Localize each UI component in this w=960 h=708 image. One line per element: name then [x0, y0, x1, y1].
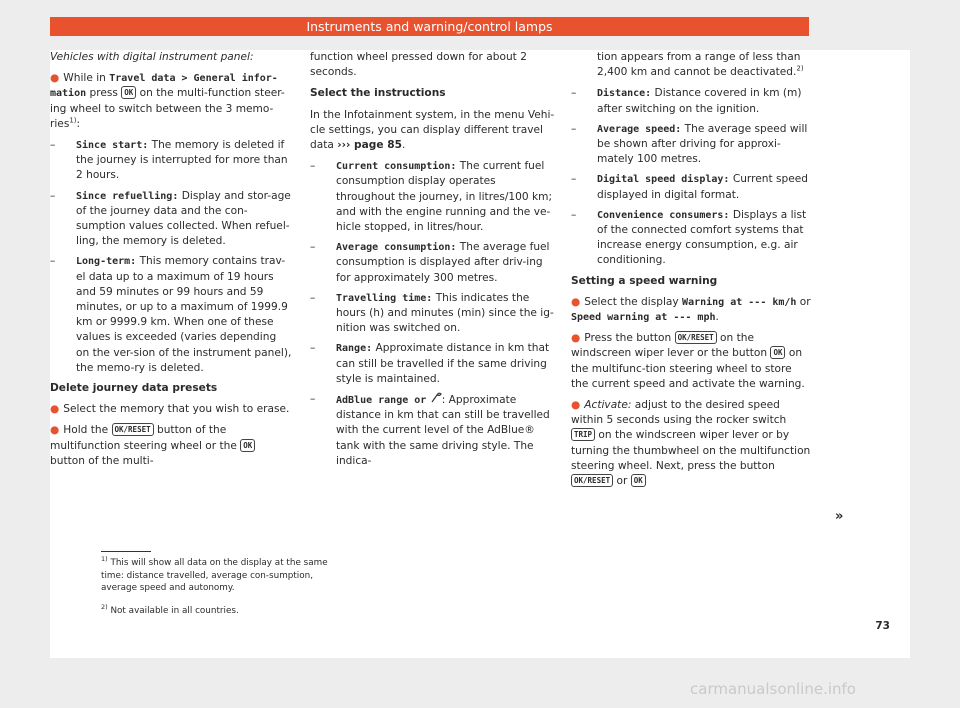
footnote-2: $^{2)}$ Not available in all countries.	[101, 603, 239, 616]
bullet-icon: ●	[50, 72, 60, 85]
column-3	[571, 50, 811, 495]
list-item: – Range: Approximate distance in km that can still be travelled if the same driving style is maintained.	[310, 342, 550, 385]
list-item: – Convenience consumers: Displays a list of the connected comfort systems that increase energy consumption, e.g. air conditioning.	[571, 208, 807, 267]
bullet-icon: ●	[571, 295, 581, 308]
trip-key-icon: TRIP	[571, 428, 595, 441]
ok-reset-key-icon: OK/RESET	[675, 331, 717, 344]
column-1	[50, 50, 292, 475]
ok-reset-key-icon: OK/RESET	[571, 474, 613, 487]
continued-text: function wheel pressed down for about 2 seconds.	[310, 51, 527, 79]
watermark: carmanualsonline.info	[690, 680, 856, 698]
footnote-1: $^{1)}$ This will show all data on the display at the same time: distance travelled, average con-sumption, average speed and autonomy.	[101, 555, 328, 593]
bullet-icon: ●	[571, 332, 581, 345]
section-heading: Select the instructions	[310, 87, 446, 100]
adblue-icon	[430, 392, 442, 403]
bullet-icon: ●	[571, 399, 581, 412]
bullet-travel-data: ● While in Travel data > General infor-mation press OK on the multi-function steer-ing wheel to switch between the 3 memo-ries$^{1)}$:	[50, 72, 285, 130]
list-item: – Distance: Distance covered in km (m) after switching on the ignition.	[571, 87, 802, 115]
bullet-select-memory: ● Select the memory that you wish to erase.	[50, 403, 290, 416]
bullet-hold-button: ● Hold the OK/RESET button of the multifunction steering wheel or the OK button of the multi-	[50, 423, 292, 469]
bullet-icon: ●	[50, 424, 60, 437]
section-heading: Setting a speed warning	[571, 274, 718, 287]
bullet-press-button: ● Press the button OK/RESET on the windscreen wiper lever or the button OK on the multifunc-tion steering wheel to store the current speed and activate the warning.	[571, 332, 805, 390]
ok-key-icon: OK	[631, 474, 646, 487]
list-item: – AdBlue range or : Approximate distance in km that can still be travelled with the current level of the AdBlue® tank with the same driving style. The indica-	[310, 393, 550, 467]
intro-text: Vehicles with digital instrument panel:	[50, 51, 254, 63]
section-heading: Delete journey data presets	[50, 382, 218, 395]
ok-key-icon: OK	[240, 439, 255, 452]
list-item: – Average consumption: The average fuel consumption is displayed after driv-ing for approximately 300 metres.	[310, 241, 550, 284]
list-item: – Digital speed display: Current speed displayed in digital format.	[571, 173, 808, 201]
list-item: – Travelling time: This indicates the hours (h) and minutes (min) since the ig-nition was switched on.	[310, 291, 554, 335]
continue-arrow-icon: »	[835, 509, 844, 524]
list-item: – Long-term: This memory contains trav-el data up to a maximum of 19 hours and 59 minutes or 99 hours and 59 minutes, or up to a maximum of 1999.9 km or 9999.9 km. When one of these values is exceeded (varies depending on the ver-sion of the instrument panel), the memo-ry is deleted.	[50, 255, 292, 374]
bullet-select-display: ● Select the display Warning at --- km/h or Speed warning at --- mph.	[571, 295, 811, 324]
bullet-icon: ●	[50, 403, 60, 416]
page-header: Instruments and warning/control lamps	[50, 17, 809, 36]
continued-text: tion appears from a range of less than 2,400 km and cannot be deactivated.$^{2)}$	[597, 51, 804, 79]
ok-reset-key-icon: OK/RESET	[112, 423, 154, 436]
footnote-rule	[101, 551, 151, 552]
list-item: – Average speed: The average speed will be shown after driving for approxi-mately 100 metres.	[571, 122, 808, 166]
ok-key-icon: OK	[770, 346, 785, 359]
bullet-activate: ● Activate: adjust to the desired speed within 5 seconds using the rocker switch TRIP on the windscreen wiper lever or by turning the thumbwheel on the multifunction steering wheel. Next, press the button OK/RESET or OK	[571, 399, 811, 488]
list-item: – Current consumption: The current fuel consumption display operates throughout the journey, in litres/100 km; and with the engine running and the ve-hicle stopped, in litres/hour.	[310, 160, 553, 234]
page-link[interactable]: ››› page 85	[337, 139, 402, 152]
list-item: – Since refuelling: Display and stor-age of the journey data and the con-sumption values collected. When refuel-ling, the memory is deleted.	[50, 189, 291, 248]
intro-text: In the Infotainment system, in the menu Vehi-cle settings, you can display different travel data ››› page 85.	[310, 108, 555, 152]
list-item: – Since start: The memory is deleted if the journey is interrupted for more than 2 hours.	[50, 139, 288, 182]
column-2	[310, 50, 555, 474]
ok-key-icon: OK	[121, 86, 136, 99]
page-number: 73	[875, 620, 890, 632]
